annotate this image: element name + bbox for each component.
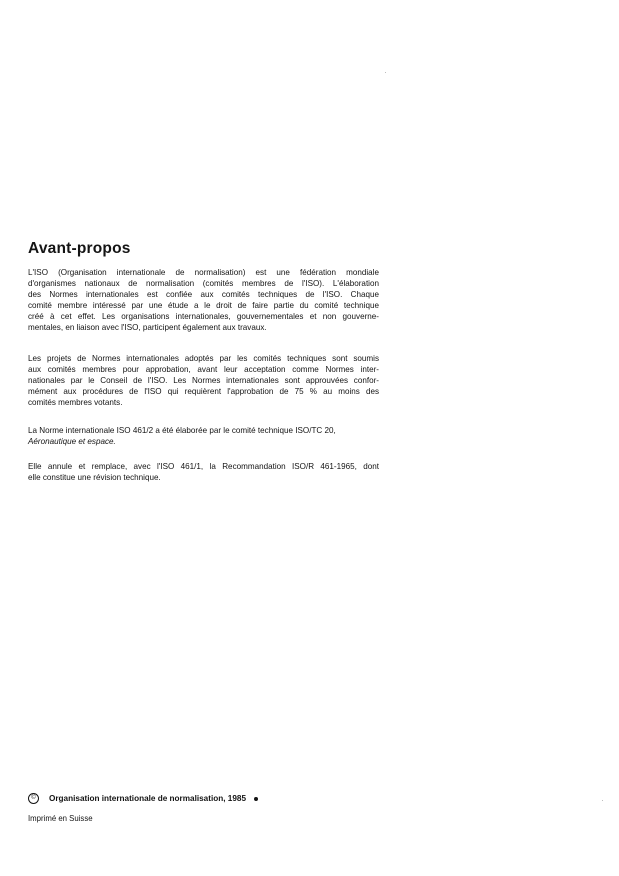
bullet-icon	[254, 797, 258, 801]
paragraph-replacement	[28, 461, 379, 483]
printed-in-label: Imprimé en Suisse	[28, 814, 93, 823]
text-line-italic: Aéronautique et espace.	[28, 437, 116, 446]
text-line: mentales, en liaison avec l'ISO, participent également aux travaux.	[28, 323, 267, 332]
paragraph-iso-intro	[28, 267, 379, 333]
paragraph-approval	[28, 353, 379, 408]
paragraph-standard-origin	[28, 425, 379, 447]
page-title: Avant-propos	[28, 240, 131, 257]
text-line: des Normes internationales est confiée aux comités techniques de l'ISO. Chaque	[28, 290, 379, 299]
copyright-organization: Organisation internationale de normalisation, 1985	[49, 794, 247, 803]
text-line: mément aux procédures de l'ISO qui requièrent l'approbation de 75 % au moins des	[28, 387, 379, 396]
copyright-footer	[28, 793, 258, 804]
scan-speck	[602, 800, 603, 801]
text-line: Elle annule et remplace, avec l'ISO 461/1, la Recommandation ISO/R 461-1965, dont	[28, 462, 379, 471]
text-line: Les projets de Normes internationales adoptés par les comités techniques sont soumis	[28, 354, 379, 363]
text-line: aux comités membres pour approbation, avant leur acceptation comme Normes inter-	[28, 365, 379, 374]
text-line: d'organismes nationaux de normalisation (comités membres de l'ISO). L'élaboration	[28, 279, 379, 288]
text-line: comité membre intéressé par une étude a le droit de faire partie du comité technique	[28, 301, 379, 310]
scan-speck	[385, 72, 386, 73]
text-line: La Norme internationale ISO 461/2 a été élaborée par le comité technique ISO/TC 20,	[28, 426, 336, 435]
text-line: L'ISO (Organisation internationale de normalisation) est une fédération mondiale	[28, 268, 379, 277]
text-line: nationales par le Conseil de l'ISO. Les Normes internationales sont approuvées confor-	[28, 376, 379, 385]
copyright-icon: ©	[28, 793, 39, 804]
text-line: elle constitue une révision technique.	[28, 473, 161, 482]
text-line: comités membres votants.	[28, 398, 123, 407]
text-line: créé à cet effet. Les organisations internationales, gouvernementales et non gouverne-	[28, 312, 379, 321]
